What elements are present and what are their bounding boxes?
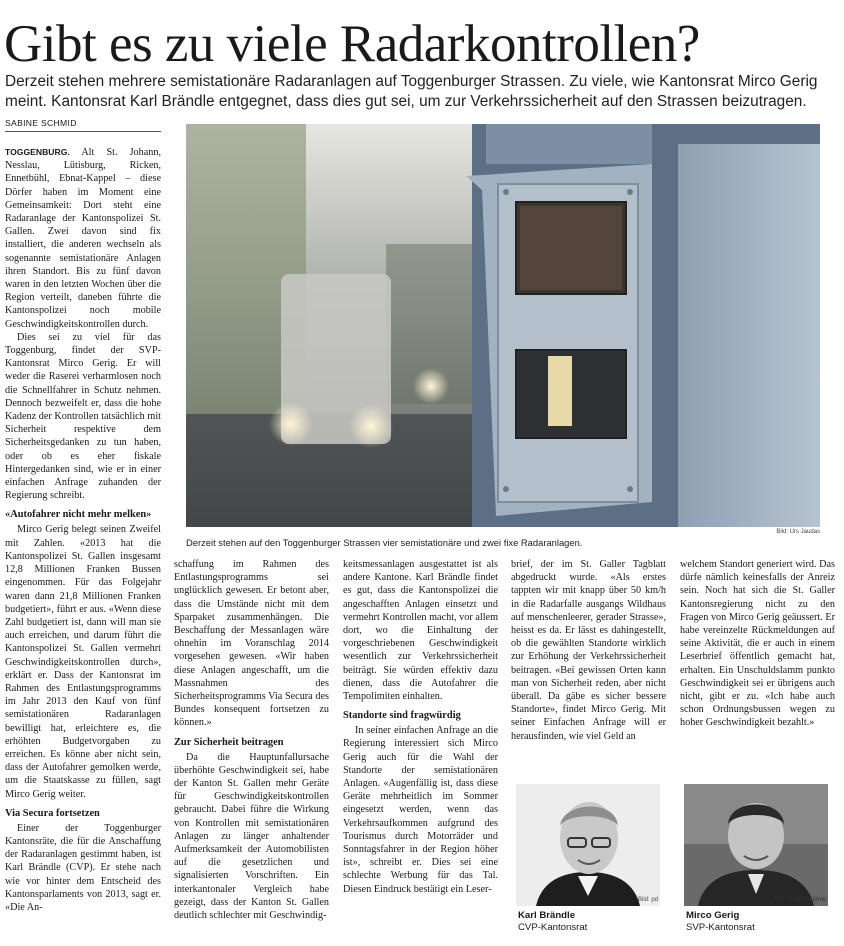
subheading: Via Secura fortsetzen bbox=[5, 807, 100, 819]
portrait-photo bbox=[684, 784, 828, 906]
radar-photo bbox=[186, 124, 820, 527]
portrait-photo bbox=[516, 784, 660, 906]
paragraph: keitsmessanlagen ausgestattet ist als andere Kantone. Karl Brändle findet es gut, dass die Kantonspolizei die angeschafften Anlagen einsetzt und vermehrt Kontrollen macht, vor allem dort, wo die Einhaltung der vorgeschriebenen Geschwindigkeit wesentlich zur Verkehrssicherheit beiträgt. Sie würden effektiv dazu dienen, dass die Autofahrer die Tempolimiten einhalten. bbox=[343, 559, 498, 703]
paragraph bbox=[5, 146, 161, 331]
headline: Gibt es zu viele Radarkontrollen? bbox=[4, 15, 700, 73]
paragraph: schaffung im Rahmen des Entlastungsprogramms sei unglücklich gewesen. Er betont aber, dass die Umstände nicht mit dem Sparpaket zusammenhängen. Die Beschaffung der Messanlagen wäre ohnehin im Voranschlag 2014 vorgesehen gewesen. «Wir haben diese Anlagen angeschafft, um die Massnahmen des Sicherheitsprogramms Via Secura des Bundes konsequent fortsetzen zu können.» bbox=[174, 559, 329, 729]
portrait-credit: Bild: pd bbox=[637, 897, 658, 903]
photo-caption: Derzeit stehen auf den Toggenburger Strassen vier semistationäre und zwei fixe Radaranlagen. bbox=[186, 537, 583, 548]
paragraph: brief, der im St. Galler Tagblatt abgedruckt wurde. «Als erstes tappten wir mit knapp über 50 km/h in die Radarfalle ausgangs Wildhaus auf menschenleerer, gerader Strasse», heisst es da. Er lässt es dahingestellt, ob die gewählten Standorte wirklich zur Erhöhung der Verkehrssicherheit beitragen. «Bei gewissen Orten kann man von Sicherheit reden, aber nicht überall. Da gäbe es sicher bessere Standorte», findet Mirco Gerig. Mit seiner Einfachen Anfrage will er herausfinden, wie viel Geld an bbox=[511, 559, 666, 742]
paragraph: Einer der Toggenburger Kantonsräte, die für die Anschaffung der Radaranlagen gestimmt haben, ist Karl Brändle (CVP). Er stehe nach wie vor hinter dem Entscheid des Kantonsparlaments von 2013, sagt er. «Die An- bbox=[5, 822, 161, 913]
radar-photo-image bbox=[186, 124, 820, 527]
portrait-mirco-gerig bbox=[684, 784, 828, 906]
portrait-name: Karl Brändle bbox=[518, 910, 576, 921]
paragraph-text: Alt St. Johann, Nesslau, Lütisburg, Ricken, Ennetbühl, Ebnat-Kappel – diese Dörfer haben im Moment eine Gemeinsamkeit: Dort steht eine Radaranlage der Kantonspolizei St. Gallen. Zwei davon sind fix installiert, die anderen wechseln als sogenannte semistationäre Anlagen ihren Standort. Bis zu fünf davon waren in den letzten Wochen über die Region verteilt, daneben führte die Kantonspolizei noch mobile Geschwindigkeitskontrollen durch. bbox=[5, 147, 161, 330]
portrait-role: CVP-Kantonsrat bbox=[518, 922, 588, 933]
paragraph: welchem Standort generiert wird. Das dürfe nämlich keinesfalls der Anreiz sein. Noch hat sich die St. Galler Kantonsregierung nicht zu den Fragen von Mirco Gerig geäussert. Er habe vereinzelte Rückmeldungen auf seine Aktivität, die er auch in einem Leserbrief öffentlich gemacht hat, erhalten. Ein Unschuldslamm punkto Geschwindigkeit sei er übrigens auch nicht, gibt er zu. «Ich habe auch schon Ordnungsbussen wegen zu hoher Geschwindigkeit bezahlt.» bbox=[680, 559, 835, 729]
portrait-credit: Bild: Regina Kühne bbox=[774, 897, 826, 903]
byline: SABINE SCHMID bbox=[5, 118, 161, 132]
column-5 bbox=[680, 558, 835, 730]
portrait-role: SVP-Kantonsrat bbox=[686, 922, 755, 933]
lead-paragraph: Derzeit stehen mehrere semistationäre Radaranlagen auf Toggenburger Strassen. Zu viele, wie Kantonsrat Mirco Gerig meint. Kantonsrat Karl Brändle entgegnet, dass dies gut sei, um zur Verkehrssicherheit auf den Strassen beizutragen. bbox=[5, 73, 818, 110]
paragraph: Mirco Gerig belegt seinen Zweifel mit Zahlen. «2013 hat die Kantonspolizei St. Gallen insgesamt 12,8 Millionen Franken Bussen eingenommen. Für das Folgejahr waren dann 21,8 Millionen Franken budgetiert», führt er aus. «Wenn diese Zahl budgetiert ist, dann will man sie auch erreichen, und darum führt die Kantonspolizei St. Gallen vermehrt Geschwindigkeitskontrollen durch», erklärt er. Dass der Kantonsrat im Rahmen des Entlastungsprogramms im Jahr 2013 den Kauf von fünf semistationären Radaranlagen bewilligt hat, erleichtere es, die erhöhten Budgetvorgaben zu erreichen. Es könne aber nicht sein, dass der Autofahrer gemolken werde, um die Staatskasse zu füllen, sagt Mirco Gerig weiter. bbox=[5, 524, 161, 800]
column-2 bbox=[174, 558, 329, 922]
column-3 bbox=[343, 558, 498, 896]
subheading: «Autofahrer nicht mehr melken» bbox=[5, 509, 152, 521]
portrait-karl-braendle bbox=[516, 784, 660, 906]
portrait-name: Mirco Gerig bbox=[686, 910, 740, 921]
photo-credit: Bild: Urs Jaudas bbox=[776, 529, 820, 535]
subheading: Zur Sicherheit beitragen bbox=[174, 736, 284, 748]
paragraph: In seiner einfachen Anfrage an die Regierung interessiert sich Mirco Gerig auch für die Wahl der Standorte der semistationären Anlagen. «Augenfällig ist, dass diese Geräte mehrheitlich im Sommer eingesetzt werden, wenn das Verkehrsaufkommen aufgrund des Tourismus durch Motorräder und Sonntagsfahrer in der Region höher ist», schreibt er. Dies sei eine schlechte Werbung für das Tal. Diesen Eindruck bestätigt ein Leser- bbox=[343, 725, 498, 895]
paragraph: Da die Hauptunfallursache überhöhte Geschwindigkeit sei, habe der Kanton St. Gallen mehr Geräte für Geschwindigkeitskontrollen gebraucht. Dabei führe die Wirkung von Kontrollen mit semistationären Anlagen zu länger anhaltender Aufmerksamkeit der Automobilisten auf die gesetzlichen und signalisierten Vorschriften. Ein interkantonaler Vergleich habe gezeigt, dass der Kanton St. Gallen deutlich schlechter mit Geschwindig- bbox=[174, 751, 329, 922]
paragraph: Dies sei zu viel für das Toggenburg, findet der SVP-Kantonsrat Mirco Gerig. Er will weder die Raserei verharmlosen noch die Schnellfahrer in Schutz nehmen. Dennoch bezweifelt er, dass die hohe Kadenz der Kontrollen tatsächlich mit Sicherheit respektive dem Sicherheitsgedanken zu tun haben, oder ob es eher fiskale Hintergedanken sind, wie er in einer einfachen Anfrage zuhanden der Regierung schreibt. bbox=[5, 331, 161, 502]
subheading: Standorte sind fragwürdig bbox=[343, 710, 461, 722]
dateline: TOGGENBURG. bbox=[5, 147, 70, 157]
column-1 bbox=[5, 146, 161, 914]
column-4 bbox=[511, 558, 666, 743]
